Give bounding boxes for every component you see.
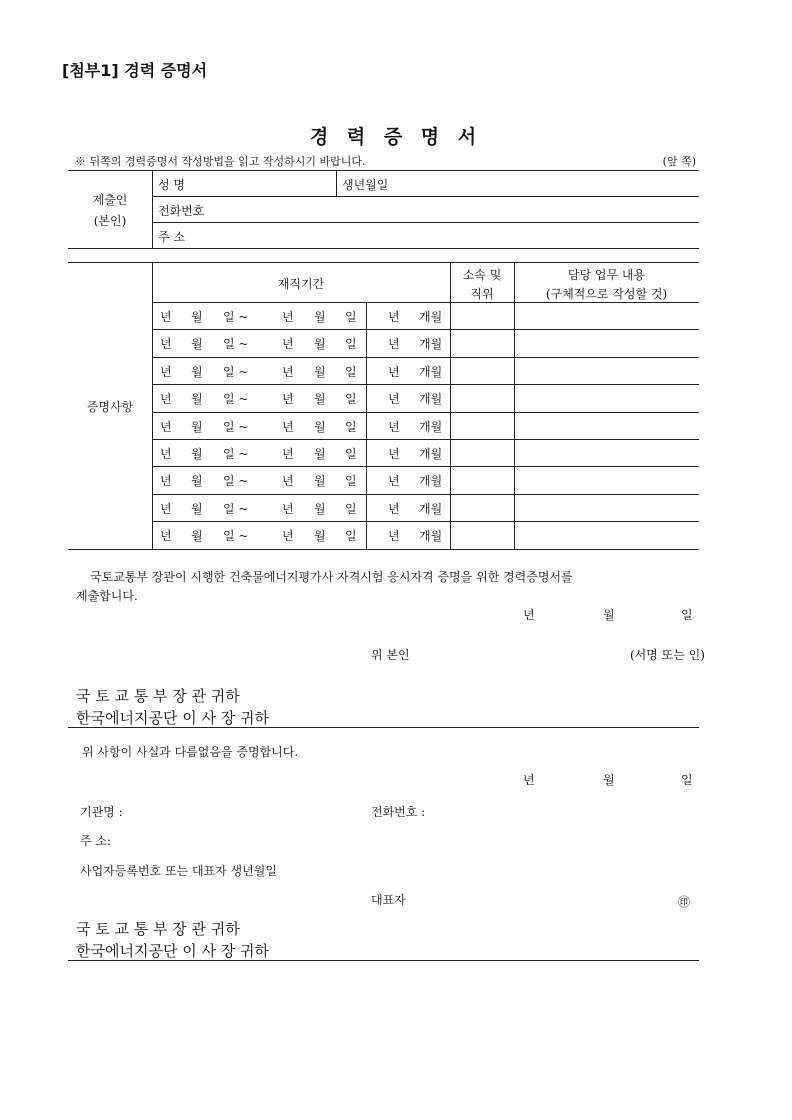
end-year-unit: 년 bbox=[282, 337, 294, 352]
career-row-divider bbox=[152, 439, 699, 440]
end-year-unit: 년 bbox=[282, 529, 294, 544]
recipient2-line1: 국 토 교 통 부 장 관 귀하 bbox=[76, 920, 240, 938]
org-phone-label: 전화번호 : bbox=[371, 805, 426, 819]
career-section-label: 증명사항 bbox=[86, 400, 134, 414]
start-year-unit: 년 bbox=[160, 501, 172, 516]
start-year-unit: 년 bbox=[160, 419, 172, 434]
end-day-unit: 일 bbox=[345, 529, 357, 544]
org-name-label: 기관명 : bbox=[80, 805, 123, 819]
career-duty-divider bbox=[514, 262, 515, 549]
start-month-unit: 월 bbox=[191, 392, 203, 407]
signature-note: (서명 또는 인) bbox=[630, 648, 705, 662]
start-year-unit: 년 bbox=[160, 474, 172, 489]
start-month-unit: 월 bbox=[191, 447, 203, 461]
career-row-divider bbox=[152, 466, 699, 467]
applicant-label-line1: 제출인 bbox=[92, 193, 128, 207]
date-day-2: 일 bbox=[681, 773, 693, 787]
start-year-unit: 년 bbox=[160, 310, 172, 324]
duration-months-unit: 개월 bbox=[419, 392, 443, 407]
date-year-1: 년 bbox=[523, 608, 535, 622]
submission-text-line2: 제출합니다. bbox=[76, 589, 138, 603]
career-row-divider bbox=[152, 384, 699, 385]
applicant-row-divider bbox=[152, 196, 699, 197]
start-day-unit: 일 ~ bbox=[223, 337, 249, 352]
date-year-2: 년 bbox=[523, 773, 535, 787]
applicant-bottom-border bbox=[68, 248, 699, 249]
duration-year-unit: 년 bbox=[388, 337, 400, 352]
recipient1-line1: 국 토 교 통 부 장 관 귀하 bbox=[76, 687, 240, 705]
address-label: 주 소 bbox=[158, 230, 185, 244]
career-months-divider bbox=[366, 302, 367, 549]
duration-months-unit: 개월 bbox=[419, 419, 443, 434]
business-number-label: 사업자등록번호 또는 대표자 생년월일 bbox=[80, 864, 277, 878]
submission-text-line1: 국토교통부 장관이 시행한 건축물에너지평가사 자격시험 응시자격 증명을 위한 경력증명서를 bbox=[90, 570, 573, 584]
start-day-unit: 일 ~ bbox=[223, 474, 249, 489]
start-month-unit: 월 bbox=[191, 364, 203, 379]
end-year-unit: 년 bbox=[282, 392, 294, 407]
career-row-divider bbox=[152, 357, 699, 358]
attachment-title: [첨부1] 경력 증명서 bbox=[62, 61, 208, 80]
applicant-top-border bbox=[68, 170, 699, 171]
start-day-unit: 일 ~ bbox=[223, 392, 249, 407]
duration-year-unit: 년 bbox=[388, 392, 400, 407]
start-month-unit: 월 bbox=[191, 529, 203, 544]
duration-months-unit: 개월 bbox=[419, 337, 443, 352]
end-year-unit: 년 bbox=[282, 447, 294, 461]
end-month-unit: 월 bbox=[314, 529, 326, 544]
duty-header-line1: 담당 업무 내용 bbox=[567, 268, 646, 282]
signer-label: 위 본인 bbox=[371, 648, 410, 662]
applicant-name-divider bbox=[336, 170, 337, 196]
end-day-unit: 일 bbox=[345, 501, 357, 516]
start-month-unit: 월 bbox=[191, 310, 203, 324]
duration-year-unit: 년 bbox=[388, 501, 400, 516]
end-day-unit: 일 bbox=[345, 419, 357, 434]
end-month-unit: 월 bbox=[314, 337, 326, 352]
duration-months-unit: 개월 bbox=[419, 529, 443, 544]
end-month-unit: 월 bbox=[314, 419, 326, 434]
duration-months-unit: 개월 bbox=[419, 310, 443, 324]
page-side-label: (앞 쪽) bbox=[662, 155, 696, 168]
seal-mark: ㊞ bbox=[678, 895, 691, 909]
date-month-1: 월 bbox=[603, 608, 615, 622]
period-header: 재직기간 bbox=[277, 277, 325, 291]
recipient1-line2: 한국에너지공단 이 사 장 귀하 bbox=[76, 709, 269, 727]
duration-months-unit: 개월 bbox=[419, 474, 443, 489]
start-day-unit: 일 ~ bbox=[223, 419, 249, 434]
end-year-unit: 년 bbox=[282, 419, 294, 434]
recipient2-line2: 한국에너지공단 이 사 장 귀하 bbox=[76, 942, 269, 960]
end-month-unit: 월 bbox=[314, 447, 326, 461]
start-year-unit: 년 bbox=[160, 529, 172, 544]
end-year-unit: 년 bbox=[282, 310, 294, 324]
start-year-unit: 년 bbox=[160, 337, 172, 352]
start-day-unit: 일 ~ bbox=[223, 364, 249, 379]
end-year-unit: 년 bbox=[282, 501, 294, 516]
duration-year-unit: 년 bbox=[388, 419, 400, 434]
duration-months-unit: 개월 bbox=[419, 501, 443, 516]
duration-year-unit: 년 bbox=[388, 474, 400, 489]
duration-year-unit: 년 bbox=[388, 364, 400, 379]
duration-months-unit: 개월 bbox=[419, 364, 443, 379]
start-month-unit: 월 bbox=[191, 474, 203, 489]
certification-text: 위 사항이 사실과 다름없음을 증명합니다. bbox=[82, 745, 299, 759]
date-month-2: 월 bbox=[603, 773, 615, 787]
representative-label: 대표자 bbox=[371, 893, 406, 907]
career-top-border bbox=[68, 262, 699, 263]
career-row-divider bbox=[152, 521, 699, 522]
bottom-border bbox=[68, 960, 699, 961]
end-year-unit: 년 bbox=[282, 474, 294, 489]
birth-date-label: 생년월일 bbox=[342, 178, 389, 192]
end-month-unit: 월 bbox=[314, 364, 326, 379]
career-row-divider bbox=[152, 329, 699, 330]
end-day-unit: 일 bbox=[345, 364, 357, 379]
duty-header-line2: (구체적으로 작성할 것) bbox=[545, 287, 668, 301]
duration-months-unit: 개월 bbox=[419, 447, 443, 461]
applicant-row-divider bbox=[152, 222, 699, 223]
end-day-unit: 일 bbox=[345, 392, 357, 407]
org-address-label: 주 소: bbox=[80, 834, 112, 848]
start-day-unit: 일 ~ bbox=[223, 529, 249, 544]
start-year-unit: 년 bbox=[160, 392, 172, 407]
career-dept-divider bbox=[450, 262, 451, 549]
form-title: 경 력 증 명 서 bbox=[309, 126, 483, 148]
end-day-unit: 일 bbox=[345, 310, 357, 324]
end-year-unit: 년 bbox=[282, 364, 294, 379]
career-label-divider bbox=[152, 262, 153, 549]
end-month-unit: 월 bbox=[314, 392, 326, 407]
start-day-unit: 일 ~ bbox=[223, 310, 249, 324]
applicant-label-divider bbox=[152, 170, 153, 248]
career-row-divider bbox=[152, 494, 699, 495]
section-divider bbox=[68, 727, 699, 728]
start-day-unit: 일 ~ bbox=[223, 501, 249, 516]
duration-year-unit: 년 bbox=[388, 529, 400, 544]
start-year-unit: 년 bbox=[160, 364, 172, 379]
end-day-unit: 일 bbox=[345, 474, 357, 489]
start-month-unit: 월 bbox=[191, 419, 203, 434]
end-month-unit: 월 bbox=[314, 501, 326, 516]
name-label: 성 명 bbox=[158, 178, 185, 192]
career-bottom-border bbox=[68, 549, 699, 550]
end-day-unit: 일 bbox=[345, 447, 357, 461]
career-header-bottom bbox=[152, 302, 699, 303]
applicant-label-line2: (본인) bbox=[93, 214, 127, 228]
end-month-unit: 월 bbox=[314, 474, 326, 489]
phone-label: 전화번호 bbox=[158, 204, 205, 218]
career-row-divider bbox=[152, 412, 699, 413]
date-day-1: 일 bbox=[681, 608, 693, 622]
dept-header-line2: 직위 bbox=[470, 287, 494, 301]
start-day-unit: 일 ~ bbox=[223, 447, 249, 461]
start-month-unit: 월 bbox=[191, 337, 203, 352]
end-day-unit: 일 bbox=[345, 337, 357, 352]
duration-year-unit: 년 bbox=[388, 310, 400, 324]
duration-year-unit: 년 bbox=[388, 447, 400, 461]
start-year-unit: 년 bbox=[160, 447, 172, 461]
instruction-note: ※ 뒤쪽의 경력증명서 작성방법을 읽고 작성하시기 바랍니다. bbox=[75, 155, 366, 168]
end-month-unit: 월 bbox=[314, 310, 326, 324]
dept-header-line1: 소속 및 bbox=[462, 268, 502, 282]
start-month-unit: 월 bbox=[191, 501, 203, 516]
